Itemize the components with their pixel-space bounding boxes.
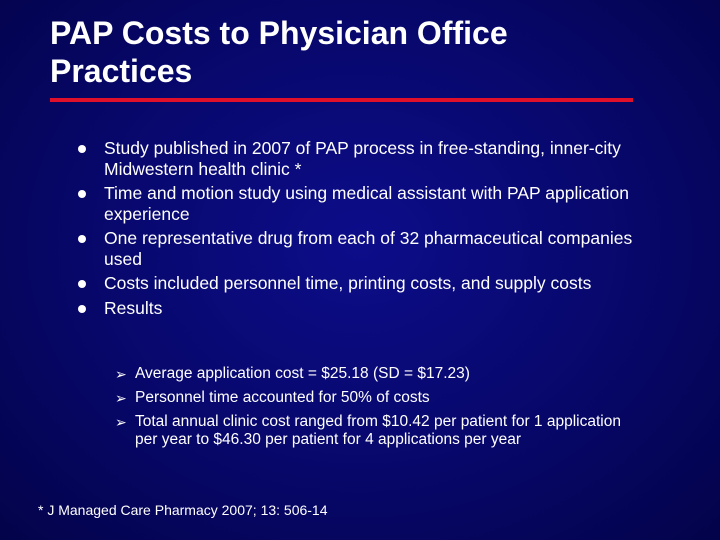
slide-title-line-2: Practices bbox=[50, 53, 193, 89]
arrow-bullet-icon: ➢ bbox=[115, 390, 127, 406]
slide-title-line-1: PAP Costs to Physician Office bbox=[50, 15, 508, 51]
bullet-dot-icon bbox=[78, 190, 86, 198]
sub-bullet-item bbox=[115, 389, 625, 407]
bullet-item bbox=[78, 138, 638, 179]
arrow-bullet-icon: ➢ bbox=[115, 366, 127, 382]
bullet-text: Study published in 2007 of PAP process in free-standing, inner-city Midwestern health clinic * bbox=[104, 138, 621, 179]
bullet-text: Time and motion study using medical assistant with PAP application experience bbox=[104, 183, 629, 224]
sub-bullet-list bbox=[115, 365, 625, 455]
bullet-dot-icon bbox=[78, 305, 86, 313]
slide-title bbox=[50, 14, 650, 90]
sub-bullet-text: Total annual clinic cost ranged from $10.42 per patient for 1 application per year to $46.30 per patient for 4 applications per year bbox=[135, 413, 621, 448]
bullet-text: Results bbox=[104, 297, 163, 318]
bullet-dot-icon bbox=[78, 145, 86, 153]
bullet-item bbox=[78, 298, 638, 319]
sub-bullet-item bbox=[115, 413, 625, 449]
bullet-item bbox=[78, 228, 638, 269]
bullet-text: One representative drug from each of 32 pharmaceutical companies used bbox=[104, 228, 633, 269]
sub-bullet-item bbox=[115, 365, 625, 383]
bullet-item bbox=[78, 273, 638, 294]
bullet-item bbox=[78, 183, 638, 224]
bullet-dot-icon bbox=[78, 235, 86, 243]
bullet-text: Costs included personnel time, printing costs, and supply costs bbox=[104, 273, 592, 293]
sub-bullet-text: Average application cost = $25.18 (SD = $17.23) bbox=[135, 365, 470, 382]
footnote-citation: * J Managed Care Pharmacy 2007; 13: 506-14 bbox=[38, 502, 328, 518]
bullet-dot-icon bbox=[78, 280, 86, 288]
title-underline bbox=[50, 98, 633, 102]
arrow-bullet-icon: ➢ bbox=[115, 414, 127, 430]
bullet-list bbox=[78, 138, 638, 322]
sub-bullet-text: Personnel time accounted for 50% of costs bbox=[135, 389, 430, 406]
